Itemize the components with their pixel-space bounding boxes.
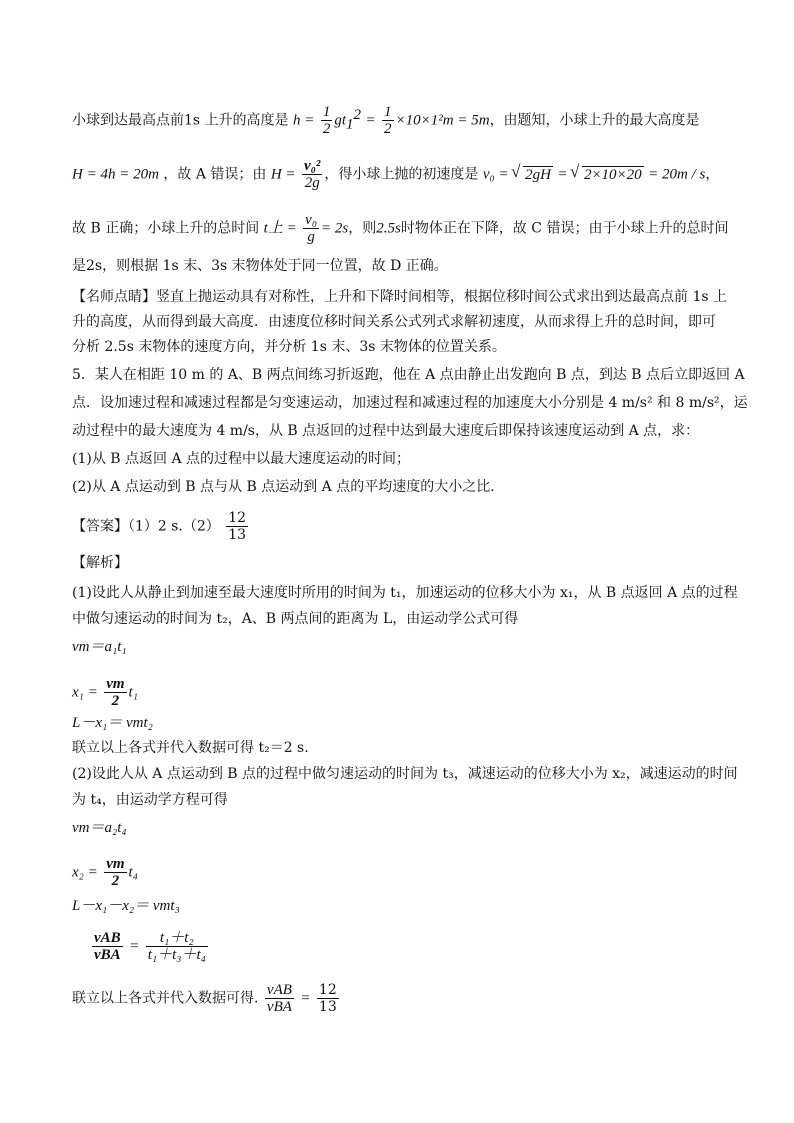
comment-line-1: 【名师点睛】竖直上抛运动具有对称性，上升和下降时间相等，根据位移时间公式求出到达最高点前 1s 上 (72, 289, 727, 305)
sqrt (513, 165, 553, 185)
fraction (104, 856, 126, 889)
formula: t₁ (128, 684, 138, 701)
equation-7 (90, 930, 210, 963)
fraction (382, 104, 394, 137)
radicand: 2gH (525, 166, 551, 183)
text: ，故 A 错误；由 (163, 166, 267, 183)
analysis-line-1: (1)设此人从静止到加速至最大速度时所用的时间为 t₁，加速运动的位移大小为 x₁，从 B 点返回 A 点的过程 (72, 585, 738, 601)
analysis-label: 【解析】 (72, 555, 128, 571)
formula: = (557, 166, 568, 183)
fraction (92, 930, 123, 963)
equation-5 (72, 856, 138, 889)
text: 联立以上各式并代入数据可得. (72, 990, 259, 1007)
denominator: vBA (266, 999, 292, 1015)
radicand: 2×10×20 (583, 166, 642, 183)
numerator: vm (106, 856, 125, 872)
analysis-line-3: (2)设此人从 A 点运动到 B 点的过程中做匀速运动的时间为 t₃，减速运动的位移大小为 x₂，减速运动的时间 (72, 766, 738, 782)
solution-line-2 (72, 158, 719, 191)
fraction (265, 982, 294, 1015)
formula: = 20m / s (648, 166, 706, 183)
formula: H = 4h = 20m (72, 166, 159, 183)
numerator: 1 (322, 104, 331, 120)
formula: = (365, 112, 376, 129)
fraction (104, 676, 126, 709)
comment-line-3: 分析 2.5s 末物体的速度方向，并分析 1s 末、3s 末物体的位置关系。 (72, 339, 506, 355)
problem-line-3: 动过程中的最大速度为 4 m/s，从 B 点返回的过程中达到最大速度后即保持该速度运动到 A 点，求： (72, 423, 700, 439)
solution-line-4: 是2s，则根据 1s 末、3s 末物体处于同一位置，故 D 正确。 (72, 258, 448, 274)
answer-line (72, 510, 250, 543)
denominator: 2 (111, 873, 120, 889)
text: ，得小球上抛的初速度是 (324, 166, 479, 183)
problem-line-1: 5．某人在相距 10 m 的 A、B 两点间练习折返跑，他在 A 点由静止出发跑向 B 点，到达 B 点后立即返回 A (72, 367, 745, 383)
formula: gt (334, 112, 346, 129)
formula: v₀ = (482, 166, 509, 183)
equation-6: L－x₁－x₂＝ vmt₃ (72, 898, 180, 914)
answer-label: 【答案】（1）2 s.（2） (72, 518, 220, 535)
subscript: 1 (346, 116, 354, 133)
denominator: 2g (304, 175, 320, 191)
fraction (317, 982, 339, 1015)
answer-fraction (226, 510, 248, 543)
solution-line-1 (72, 104, 700, 137)
formula: = 2s (321, 220, 349, 237)
numerator: vm (106, 676, 125, 692)
formula: 2.5s (376, 220, 401, 237)
fraction (146, 930, 208, 963)
fraction (321, 104, 333, 137)
denominator: 13 (318, 999, 337, 1015)
formula: h = (293, 112, 315, 129)
formula: x₁ = (72, 684, 98, 701)
numerator: v₀ (305, 212, 318, 228)
text: 小球到达最高点前1s 上升的高度是 (72, 112, 289, 129)
text: ， (705, 166, 720, 183)
solution-line-3 (72, 212, 728, 245)
text: ，由题知，小球上升的最大高度是 (489, 112, 700, 129)
equation-1: vm＝a₁t₁ (72, 639, 127, 655)
formula: ×10×1²m = 5m (395, 112, 490, 129)
formula: = (129, 938, 140, 955)
fraction (303, 212, 319, 245)
equation-4: vm＝a₂t₄ (72, 820, 127, 836)
denominator: 2 (322, 121, 331, 137)
text: 故 B 正确；小球上升的总时间 (72, 220, 260, 237)
text: ，则 (348, 220, 377, 237)
numerator: 12 (318, 982, 337, 998)
formula: t₄ (128, 864, 138, 881)
problem-part-2: (2)从 A 点运动到 B 点与从 B 点运动到 A 点的平均速度的大小之比． (72, 479, 505, 495)
equation-2 (72, 676, 138, 709)
denominator: vBA (94, 947, 121, 963)
text: 时物体正在下降，故 C 错误；由于小球上升的总时间 (400, 220, 729, 237)
numerator: 1 (384, 104, 392, 120)
denominator: 2 (111, 693, 120, 709)
result-1: 联立以上各式并代入数据可得 t₂＝2 s. (72, 740, 309, 756)
formula: x₂ = (72, 864, 98, 881)
result-2 (72, 982, 341, 1015)
analysis-line-4: 为 t₄，由运动学方程可得 (72, 792, 228, 808)
numerator: vAB (94, 930, 121, 946)
sqrt (572, 165, 644, 185)
numerator: vAB (266, 982, 292, 998)
formula: H = (270, 166, 296, 183)
formula: t上 = (263, 220, 297, 237)
denominator: 13 (228, 527, 247, 543)
problem-line-2: 点．设加速过程和减速过程都是匀变速运动，加速过程和减速过程的加速度大小分别是 4 m/s² 和 8 m/s²，运 (72, 395, 748, 411)
denominator: g (307, 229, 315, 245)
fraction (302, 158, 322, 191)
superscript: 2 (353, 106, 361, 123)
equation-3: L－x₁＝ vmt₂ (72, 715, 153, 731)
numerator: 12 (228, 510, 247, 526)
numerator: v₀² (304, 158, 321, 174)
denominator: t₁＋t₃＋t₄ (147, 947, 206, 963)
analysis-line-2: 中做匀速运动的时间为 t₂，A、B 两点间的距离为 L，由运动学公式可得 (72, 611, 519, 627)
problem-part-1: (1)从 B 点返回 A 点的过程中以最大速度运动的时间； (72, 451, 411, 467)
numerator: t₁＋t₂ (146, 930, 208, 947)
formula: = (300, 990, 311, 1007)
denominator: 2 (384, 121, 392, 137)
comment-line-2: 升的高度，从而得到最大高度．由速度位移时间关系公式列式求解初速度，从而求得上升的总时间，即可 (72, 314, 716, 330)
